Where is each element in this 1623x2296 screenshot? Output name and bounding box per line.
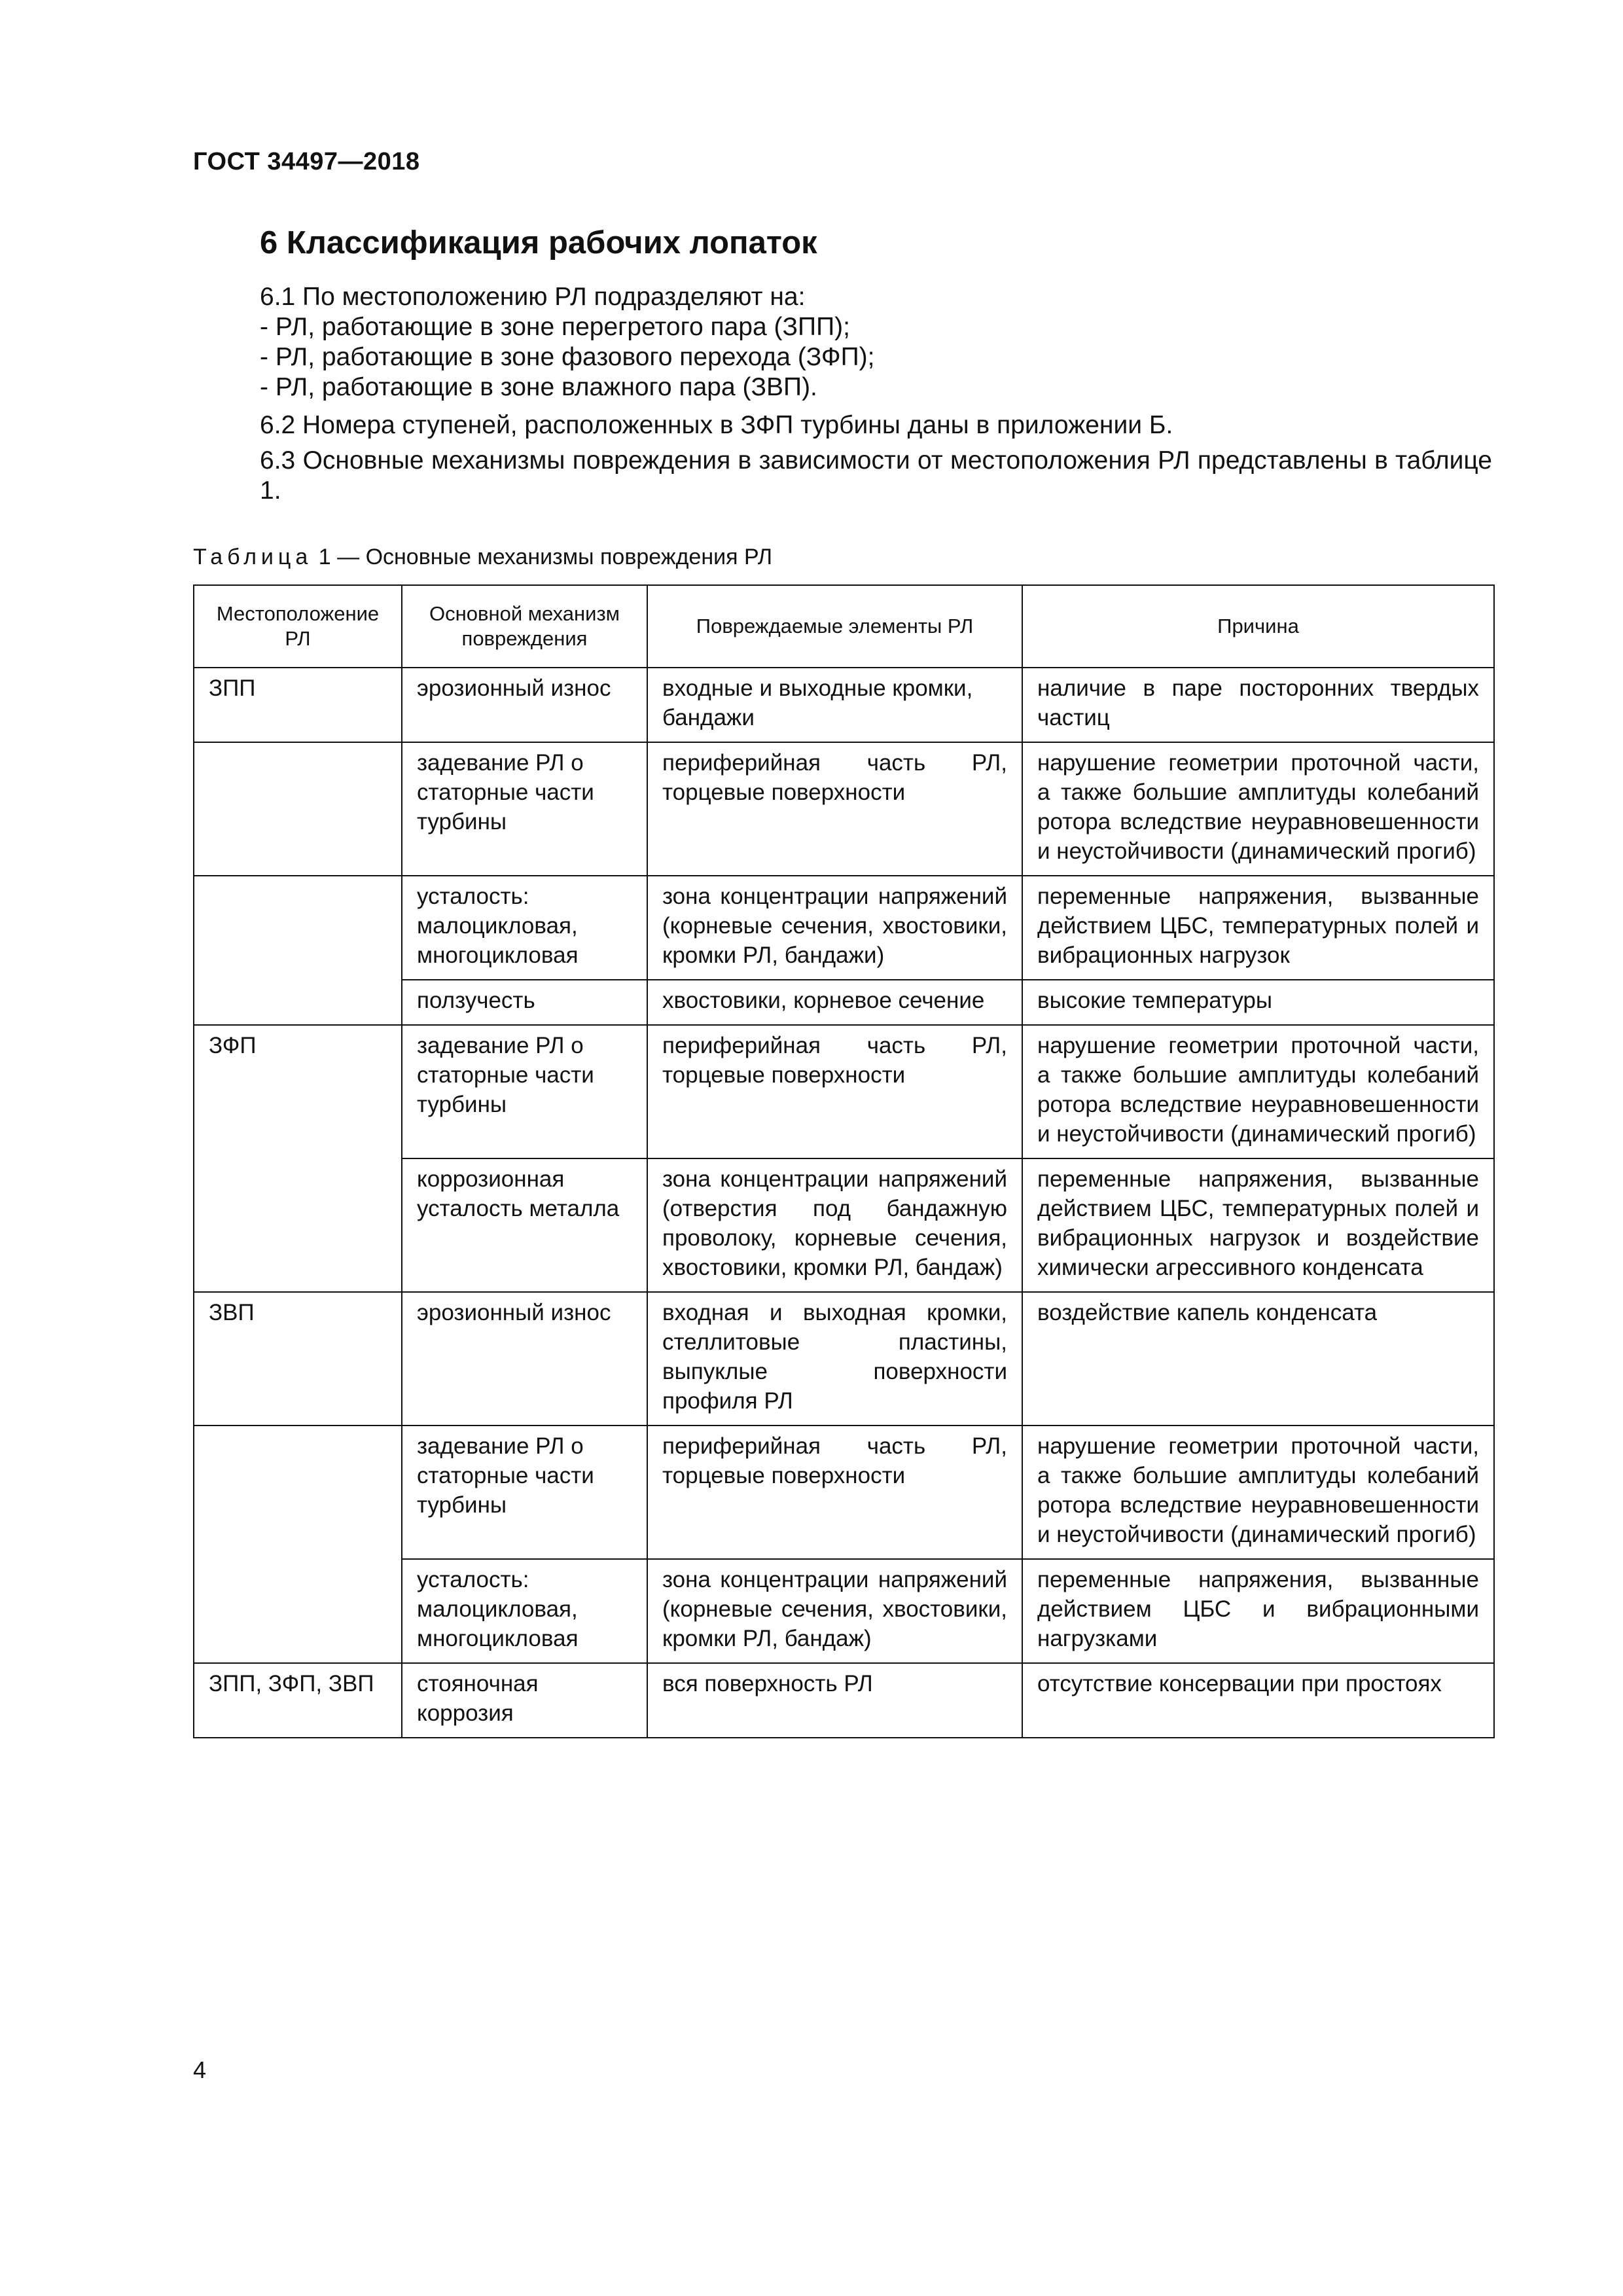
damage-mechanisms-table (193, 584, 1495, 1738)
cell-cause: нарушение геометрии проточной части, а также большие амплитуды колебаний ротора вследствие неуравновешенности и неустойчивости (динамический прогиб) (1022, 1025, 1494, 1158)
table-caption-label: Таблица (193, 545, 313, 569)
table-caption-text: 1 — Основные механизмы повреждения РЛ (318, 545, 773, 569)
table-caption (193, 545, 772, 570)
table-row (194, 668, 1494, 742)
cell-mechanism: задевание РЛ о статорные части турбины (402, 1025, 647, 1158)
cell-mechanism: ползучесть (402, 980, 647, 1025)
table-row (194, 1292, 1494, 1426)
table-row (194, 1426, 1494, 1559)
cell-mechanism: коррозионная усталость металла (402, 1158, 647, 1292)
cell-mechanism: эрозионный износ (402, 668, 647, 742)
list-item: - РЛ, работающие в зоне перегретого пара (ЗПП); (260, 313, 850, 341)
table-row (194, 1025, 1494, 1158)
cell-elements: хвостовики, корневое сечение (647, 980, 1022, 1025)
cell-mechanism: стояночная коррозия (402, 1663, 647, 1738)
header-mechanism: Основной механизм повреждения (402, 585, 647, 668)
cell-cause: нарушение геометрии проточной части, а также большие амплитуды колебаний ротора вследствие неуравновешенности и неустойчивости (динамический прогиб) (1022, 1426, 1494, 1559)
cell-cause: наличие в паре посторонних твердых частиц (1022, 668, 1494, 742)
cell-cause: воздействие капель конденсата (1022, 1292, 1494, 1426)
cell-mechanism: усталость: малоцикловая, многоцикловая (402, 876, 647, 980)
cell-location: ЗПП, ЗФП, ЗВП (194, 1663, 402, 1738)
cell-location (194, 876, 402, 1025)
cell-cause: переменные напряжения, вызванные действием ЦБС и вибрационными нагрузками (1022, 1559, 1494, 1663)
cell-cause: высокие температуры (1022, 980, 1494, 1025)
list-item: - РЛ, работающие в зоне фазового перехода (ЗФП); (260, 343, 875, 371)
table-row (194, 876, 1494, 980)
cell-cause: переменные напряжения, вызванные действием ЦБС, температурных полей и вибрационных нагрузок и воздействие химически агрессивного конденсата (1022, 1158, 1494, 1292)
header-location: Местоположение РЛ (194, 585, 402, 668)
cell-elements: периферийная часть РЛ, торцевые поверхности (647, 1025, 1022, 1158)
standard-code: ГОСТ 34497—2018 (193, 148, 420, 175)
header-cause: Причина (1022, 585, 1494, 668)
cell-location: ЗВП (194, 1292, 402, 1426)
cell-mechanism: усталость: малоцикловая, многоцикловая (402, 1559, 647, 1663)
cell-location: ЗПП (194, 668, 402, 742)
cell-location: ЗФП (194, 1025, 402, 1292)
cell-mechanism: задевание РЛ о статорные части турбины (402, 1426, 647, 1559)
table-row (194, 1663, 1494, 1738)
cell-mechanism: эрозионный износ (402, 1292, 647, 1426)
cell-elements: входные и выходные кромки, бандажи (647, 668, 1022, 742)
cell-elements: зона концентрации напряжений (отверстия под бандажную проволоку, корневые сечения, хвостовики, кромки РЛ, бандаж) (647, 1158, 1022, 1292)
cell-cause: нарушение геометрии проточной части, а также большие амплитуды колебаний ротора вследствие неуравновешенности и неустойчивости (динамический прогиб) (1022, 742, 1494, 876)
section-title: 6 Классификация рабочих лопаток (260, 225, 817, 260)
cell-location (194, 1426, 402, 1663)
cell-mechanism: задевание РЛ о статорные части турбины (402, 742, 647, 876)
cell-elements: вся поверхность РЛ (647, 1663, 1022, 1738)
table-header-row (194, 585, 1494, 668)
cell-cause: отсутствие консервации при простоях (1022, 1663, 1494, 1738)
cell-elements: периферийная часть РЛ, торцевые поверхности (647, 742, 1022, 876)
header-elements: Повреждаемые элементы РЛ (647, 585, 1022, 668)
cell-elements: зона концентрации напряжений (корневые сечения, хвостовики, кромки РЛ, бандажи) (647, 876, 1022, 980)
list-item: - РЛ, работающие в зоне влажного пара (ЗВП). (260, 373, 817, 401)
paragraph-6-3: 6.3 Основные механизмы повреждения в зависимости от местоположения РЛ представлены в таблице 1. (260, 446, 1492, 505)
cell-elements: периферийная часть РЛ, торцевые поверхности (647, 1426, 1022, 1559)
cell-elements: зона концентрации напряжений (корневые сечения, хвостовики, кромки РЛ, бандаж) (647, 1559, 1022, 1663)
page-number: 4 (193, 2056, 207, 2083)
cell-cause: переменные напряжения, вызванные действием ЦБС, температурных полей и вибрационных нагрузок (1022, 876, 1494, 980)
table-row (194, 742, 1494, 876)
cell-location (194, 742, 402, 876)
paragraph-6-2: 6.2 Номера ступеней, расположенных в ЗФП турбины даны в приложении Б. (260, 411, 1173, 439)
cell-elements: входная и выходная кромки, стеллитовые пластины, выпуклые поверхности профиля РЛ (647, 1292, 1022, 1426)
paragraph-6-1: 6.1 По местоположению РЛ подразделяют на: (260, 283, 806, 311)
